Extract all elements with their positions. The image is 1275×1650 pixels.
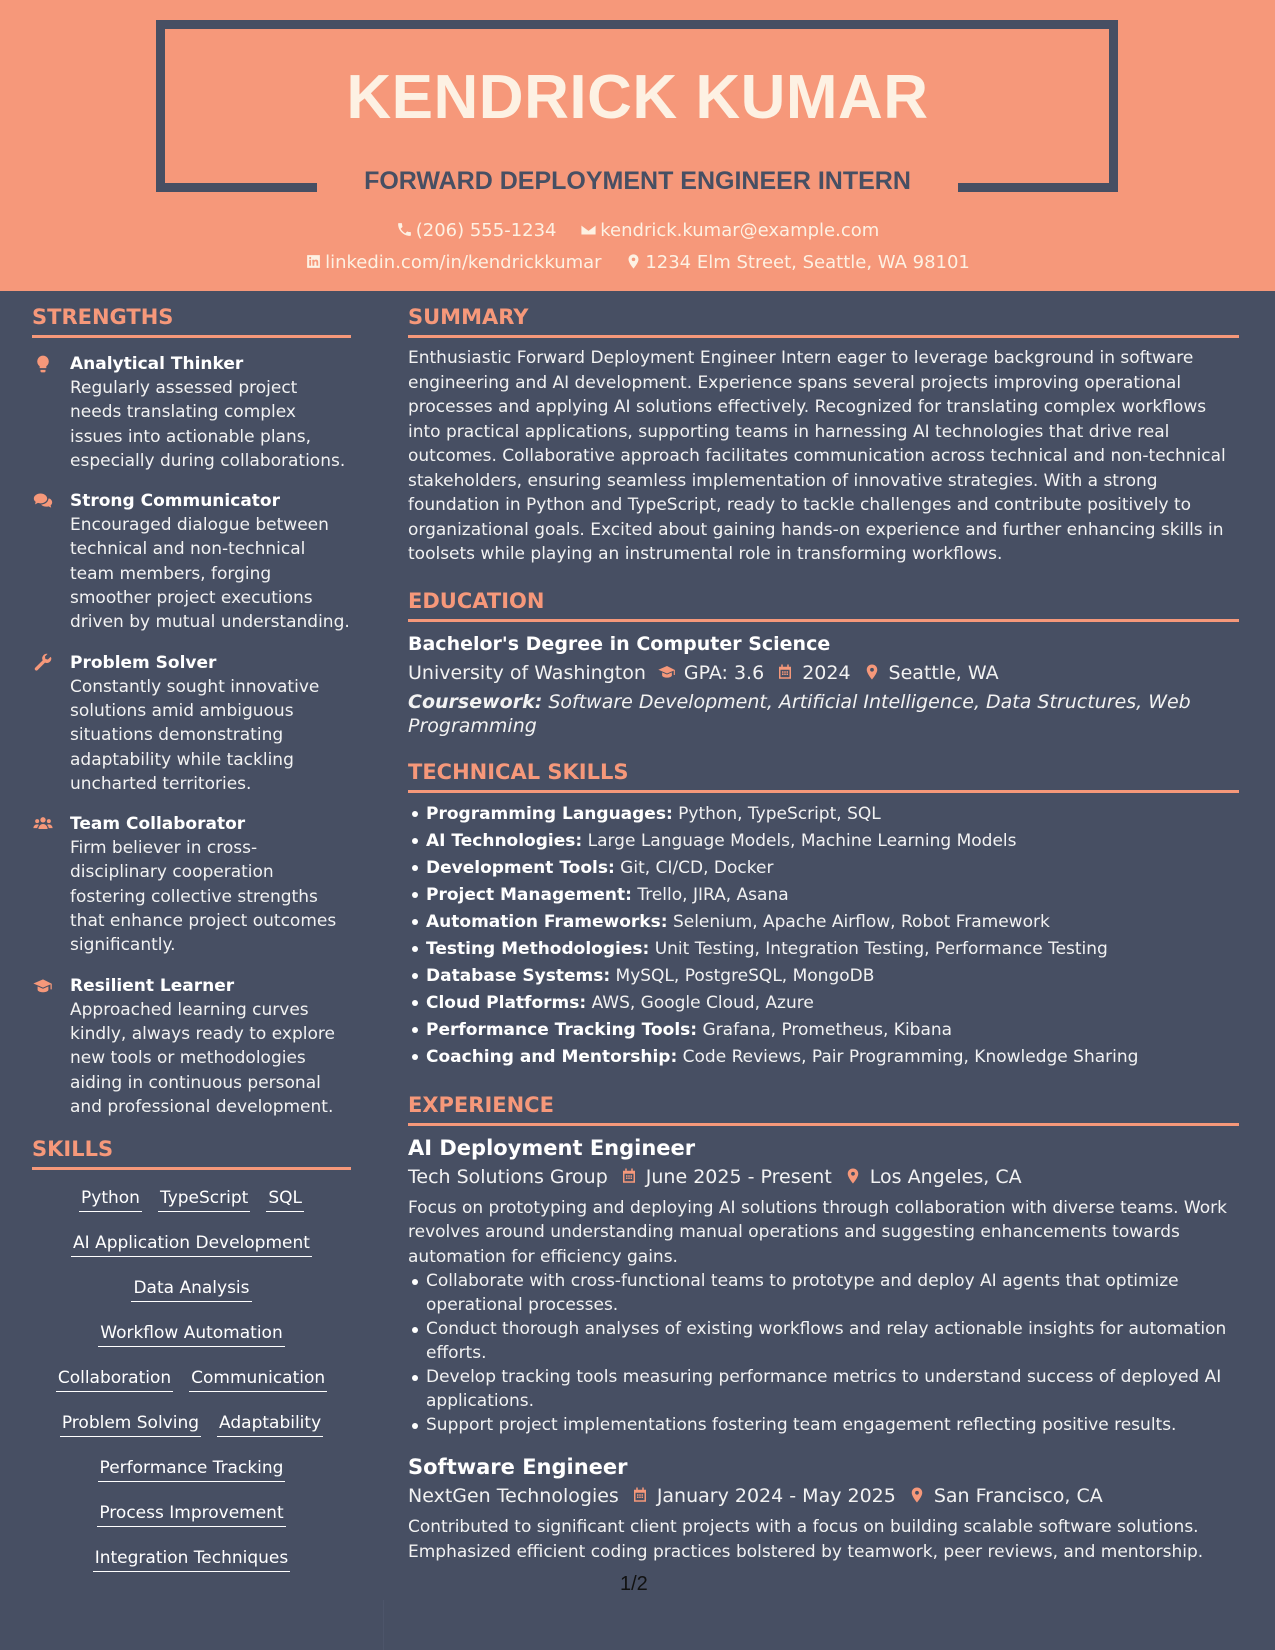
experience-section [408,1093,1239,1565]
users-icon [32,814,54,834]
list-item [426,909,1239,936]
job-meta [408,1162,1239,1192]
skill-tag: AI Application Development [71,1232,312,1257]
skill-category: Programming Languages: [426,803,673,824]
strength-title: Problem Solver [70,652,217,673]
job-summary: Contributed to significant client projects with a focus on building scalable software solutions. Emphasized efficient coding practices bolstered by teamwork, peer reviews, and mentorship. [408,1517,1204,1562]
skill-category: Development Tools: [426,857,615,878]
contact-row [0,220,1275,241]
skill-row [40,1499,343,1544]
job-meta [408,1481,1239,1511]
job-entry [408,1134,1239,1438]
list-item [426,801,1239,828]
job-entry [408,1453,1239,1564]
list-item: Support project implementations fostering team engagement reflecting positive results. [426,1413,1239,1437]
skill-tag: Process Improvement [97,1502,285,1527]
coursework-list: Software Development, Artificial Intelligence, Data Structures, Web Programming [408,690,1191,737]
skill-tag: TypeScript [158,1187,250,1212]
strengths-heading: STRENGTHS [32,305,351,338]
graduation-cap-icon [32,976,54,996]
strength-description: Regularly assessed project needs translating complex issues into actionable plans, especially during collaborations. [70,378,346,471]
strength-description: Constantly sought innovative solutions amid ambiguous situations demonstrating adaptability while tackling uncharted territories. [70,676,320,794]
job-dates: January 2024 - May 2025 [656,1485,896,1507]
education-meta [408,658,1239,688]
graduation-cap-icon [658,663,676,681]
education-location: Seattle, WA [888,661,999,684]
skill-values: Unit Testing, Integration Testing, Performance Testing [654,938,1108,959]
skill-category: Testing Methodologies: [426,938,650,959]
wrench-icon [32,653,54,673]
page-number: 1/2 [620,1573,648,1595]
envelope-icon [580,221,597,238]
job-dates: June 2025 - Present [645,1165,832,1188]
summary-section [408,305,1239,567]
school-name: University of Washington [408,661,646,684]
list-item [426,963,1239,990]
strength-title: Analytical Thinker [70,354,244,374]
skill-tag: Adaptability [217,1412,323,1437]
skill-values: Large Language Models, Machine Learning Models [587,830,1017,851]
linkedin-contact[interactable] [305,252,601,273]
skill-category: Performance Tracking Tools: [426,1019,698,1040]
chat-icon [32,491,54,511]
skill-tag: Performance Tracking [98,1457,286,1482]
skill-row [40,1409,343,1454]
strength-item [32,974,351,1119]
job-bullets [408,1269,1239,1437]
skill-tag: Communication [189,1367,327,1392]
skill-category: Database Systems: [426,965,611,986]
skill-tag: Problem Solving [60,1412,201,1437]
phone-text: (206) 555-1234 [415,220,557,241]
skill-values: Python, TypeScript, SQL [678,803,881,824]
job-title: AI Deployment Engineer [408,1135,696,1160]
list-item [426,882,1239,909]
candidate-title: FORWARD DEPLOYMENT ENGINEER INTERN [364,167,911,195]
education-heading: EDUCATION [408,589,1239,622]
skills-list [32,1184,351,1589]
gpa: GPA: 3.6 [683,661,765,684]
skill-category: Automation Frameworks: [426,911,668,932]
skill-values: Code Reviews, Pair Programming, Knowledge Sharing [682,1046,1139,1067]
skill-row [40,1184,343,1229]
resume-header [0,0,1275,291]
skill-row [40,1274,343,1319]
skill-row [40,1319,343,1364]
strength-item [32,812,351,957]
email-contact[interactable] [580,220,879,241]
strength-description: Firm believer in cross-disciplinary cooperation fostering collective strengths that enhance project outcomes significantly. [70,838,337,956]
skills-heading: SKILLS [32,1137,351,1170]
skill-values: Trello, JIRA, Asana [637,884,789,905]
map-pin-icon [844,1167,862,1185]
graduation-year: 2024 [802,661,851,684]
list-item [426,1044,1239,1071]
education-section [408,589,1239,738]
list-item [426,1017,1239,1044]
list-item [426,936,1239,963]
skill-values: MySQL, PostgreSQL, MongoDB [615,965,875,986]
calendar-icon [631,1486,649,1504]
company-name: Tech Solutions Group [408,1165,608,1188]
skill-values: AWS, Google Cloud, Azure [591,992,814,1013]
list-item: Conduct thorough analyses of existing workflows and relay actionable insights for automation efforts. [426,1317,1239,1365]
skill-row [40,1544,343,1589]
skill-values: Selenium, Apache Airflow, Robot Framework [672,911,1050,932]
skill-category: Coaching and Mentorship: [426,1046,678,1067]
skill-category: Project Management: [426,884,632,905]
strength-description: Approached learning curves kindly, always ready to explore new tools or methodologies aiding in continuous personal and professional development. [70,999,335,1117]
skill-values: Git, CI/CD, Docker [620,857,774,878]
technical-skills-list [408,801,1239,1071]
skill-tag: Python [79,1187,142,1212]
strength-title: Team Collaborator [70,814,246,835]
job-summary: Focus on prototyping and deploying AI solutions through collaboration with diverse teams. Work revolves around understanding manual operations and suggesting enhancements towards automation for efficiency gains. [408,1197,1227,1267]
phone-icon [396,221,413,238]
job-title: Software Engineer [408,1455,628,1479]
candidate-name: KENDRICK KUMAR [346,63,929,132]
calendar-icon [776,663,794,681]
strength-item [32,489,351,634]
map-pin-icon [908,1486,926,1504]
calendar-icon [620,1167,638,1185]
right-column [408,305,1239,1586]
skill-tag: SQL [266,1187,304,1212]
skill-category: Cloud Platforms: [426,992,587,1013]
summary-heading: SUMMARY [408,305,1239,338]
coursework-label: Coursework: [408,690,543,713]
strength-description: Encouraged dialogue between technical and non-technical team members, forging smoother project executions driven by mutual understanding. [70,515,350,633]
skill-tag: Integration Techniques [93,1547,291,1572]
linkedin-icon [305,253,322,270]
technical-skills-section [408,760,1239,1071]
strength-item [32,651,351,796]
summary-text: Enthusiastic Forward Deployment Engineer Intern eager to leverage background in software engineering and AI development. Experience spans several projects improving operational processes and applying AI solutions effectively. Recognized for translating complex workflows into practical applications, supporting teams in harnessing AI technologies that drive real outcomes. Collaborative approach facilitates communication across technical and non-technical stakeholders, ensuring seamless implementation of innovative strategies. With a strong foundation in Python and TypeScript, ready to tackle challenges and contribute positively to organizational goals. Excited about gaining hands-on experience and further enhancing skills in toolsets while playing an instrumental role in transforming workflows. [408,348,1226,564]
list-item: Develop tracking tools measuring performance metrics to understand success of deployed AI applications. [426,1365,1239,1413]
strength-title: Strong Communicator [70,491,280,512]
list-item [426,990,1239,1017]
degree-title: Bachelor's Degree in Computer Science [408,632,831,655]
contact-row [0,252,1275,273]
list-item [426,855,1239,882]
map-pin-icon [863,663,881,681]
coursework [408,690,1239,738]
skill-row [40,1229,343,1274]
list-item [426,828,1239,855]
address-contact [625,252,970,273]
company-name: NextGen Technologies [408,1485,619,1507]
skill-category: AI Technologies: [426,830,583,851]
phone-contact[interactable] [396,220,557,241]
email-text: kendrick.kumar@example.com [600,220,880,241]
skill-tag: Workflow Automation [98,1322,284,1347]
linkedin-text: linkedin.com/in/kendrickkumar [325,252,602,273]
column-divider [383,1600,384,1650]
list-item: Collaborate with cross-functional teams to prototype and deploy AI agents that optimize operational processes. [426,1269,1239,1317]
skill-tag: Collaboration [56,1367,173,1392]
skill-row [40,1364,343,1409]
strength-title: Resilient Learner [70,975,235,996]
job-location: San Francisco, CA [933,1485,1103,1507]
skill-row [40,1454,343,1499]
address-text: 1234 Elm Street, Seattle, WA 98101 [645,252,970,273]
map-pin-icon [625,253,642,270]
lightbulb-icon [32,354,54,374]
skill-values: Grafana, Prometheus, Kibana [702,1019,953,1040]
strength-item [32,352,351,473]
left-column [32,305,351,1589]
job-location: Los Angeles, CA [869,1165,1022,1188]
technical-skills-heading: TECHNICAL SKILLS [408,760,1239,793]
skill-tag: Data Analysis [131,1277,251,1302]
experience-heading: EXPERIENCE [408,1093,1239,1126]
